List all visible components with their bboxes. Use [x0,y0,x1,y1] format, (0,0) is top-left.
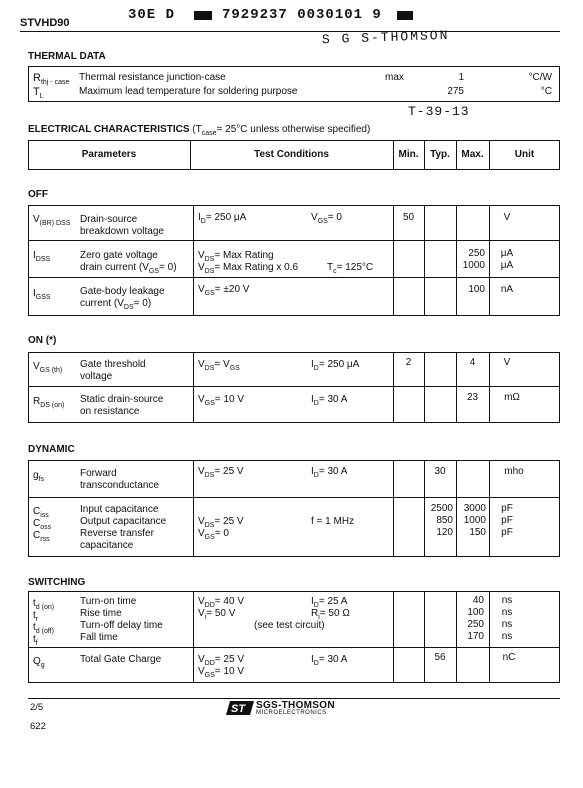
section-off: OFF [28,189,48,200]
electrical-title: ELECTRICAL CHARACTERISTICS ($T_{case}= 25^\circ C$ unless otherwise specified) [28,124,371,137]
header-unit: Unit [514,149,535,160]
on-min-1: 2 [405,357,412,368]
sw-param-tdon: Turn-on time [80,596,137,607]
handwritten-code: T-39-13 [408,104,470,119]
handwritten-brand: S G S-THOMSON [321,27,450,48]
off-param-2a: Zero gate voltage [80,250,158,261]
thermal-qual-1: max [385,72,404,83]
part-number: STVHD90 [20,17,70,29]
dyn-typ-coss: 850 [436,515,453,526]
footer-rule [28,698,560,699]
dyn-max-coss: 1000 [463,515,486,526]
header-parameters: Parameters [81,149,137,160]
sw-cond-1a: $V_{DD}= 40$ V [198,596,244,609]
sw-cond-2b: $V_{GS}= 10$ V [198,666,244,679]
header-rule [20,31,560,32]
sw-param-qg: Total Gate Charge [80,654,162,665]
dyn-max-crss: 150 [469,527,486,538]
dyn-param-crss-b: capacitance [80,540,134,551]
page-number: 622 [30,721,46,732]
page-indicator: 2/5 [30,702,44,713]
off-param-1a: Drain-source [80,214,138,225]
off-unit-2b: μA [500,260,514,271]
sw-sym-tf: $t_f$ [33,634,38,647]
header-min: Min. [398,149,419,160]
sw-param-tdoff: Turn-off delay time [80,620,163,631]
thermal-value-1: 1 [458,72,464,83]
off-sym-2: $I_{DSS}$ [33,250,51,263]
sw-unit-qg: nC [502,652,516,663]
dyn-param-crss-a: Reverse transfer [80,528,154,539]
dyn-cond-2a: $V_{DS}= 25$ V [198,516,244,529]
sw-sym-tdon: $t_{d (on)}$ [33,598,55,611]
sw-unit-tr: ns [501,607,513,618]
sw-val-tdoff: 250 [467,619,484,630]
sw-param-tr: Rise time [80,608,122,619]
off-unit-1: V [503,212,511,223]
sw-unit-tdon: ns [501,595,513,606]
dyn-param-1b: transconductance [80,480,159,491]
off-cond-3: $V_{GS}= \pm 20$ V [198,284,250,297]
barcode-block [194,11,212,20]
barcode-block-2 [397,11,413,20]
off-param-3a: Gate-body leakage [80,286,165,297]
sw-unit-tdoff: ns [501,619,513,630]
st-logo-icon [226,700,254,721]
on-param-1b: voltage [80,371,113,382]
dyn-sym-ciss: $C_{iss}$ [33,506,49,519]
sw-val-tdon: 40 [472,595,484,606]
header-test-conditions: Test Conditions [254,149,329,160]
sw-val-tf: 170 [467,631,484,642]
svg-text:ST: ST [231,703,246,715]
brand-name: SGS-THOMSON [256,700,335,711]
dyn-typ-ciss: 2500 [430,503,453,514]
dyn-cond-2b: $V_{GS}= 0$ [198,528,229,541]
thermal-unit-1: °C/W [528,72,552,83]
on-cond-1b: $I_D= 250$ μA [311,359,360,372]
sw-val-tr: 100 [467,607,484,618]
off-unit-2a: μA [500,248,514,259]
dyn-sym-coss: $C_{oss}$ [33,518,52,531]
off-max-2b: 1000 [462,260,485,271]
sw-cond-note: (see test circuit) [254,620,325,631]
off-max-2a: 250 [468,248,485,259]
dyn-sym-1: $g_{fs}$ [33,470,45,483]
off-max-3: 100 [468,284,485,295]
thermal-desc-1: Thermal resistance junction-case [79,72,226,83]
off-unit-3: nA [500,284,514,295]
thermal-value-2: 275 [447,86,464,97]
on-param-2a: Static drain-source [80,394,164,405]
thermal-title: THERMAL DATA [28,51,106,62]
sw-cond-2c: $I_D= 30$ A [311,654,348,667]
off-cond-2a: $V_{DS}=$ Max Rating [198,250,274,263]
dyn-unit-ciss: pF [501,503,513,514]
dyn-typ-1: 30 [434,466,446,477]
sw-cond-2a: $V_{DD}= 25$ V [198,654,244,667]
thermal-sym-1: $R_{thj - case}$ [33,72,70,87]
sw-sym-tdoff: $t_{d (off)}$ [33,622,54,635]
off-cond-1a: $I_D= 250$ μA [198,212,247,225]
header-max: Max. [461,149,484,160]
off-param-2b: drain current $(V_{GS}= 0)$ [80,262,177,275]
sw-cond-1b: $V_i= 50$ V [198,608,236,621]
off-cond-2c: $T_c= 125^\circ C$ [327,262,374,275]
sw-param-tf: Fall time [80,632,118,643]
sw-cond-1d: $R_i= 50$ Ω [311,608,350,621]
on-cond-2b: $I_D= 30$ A [311,394,348,407]
brand-sub: MICROELECTRONICS [256,710,327,716]
handwritten-underline [378,101,458,102]
sw-sym-tr: $t_r$ [33,610,39,623]
sw-typ-qg: 56 [434,652,446,663]
dyn-param-1a: Forward [80,468,117,479]
header-typ: Typ. [430,149,450,160]
dyn-sym-crss: $C_{rss}$ [33,530,50,543]
on-cond-2a: $V_{GS}= 10$ V [198,394,244,407]
on-max-1: 4 [469,357,476,368]
off-sym-3: $I_{GSS}$ [33,288,51,301]
dyn-cond-1b: $I_D= 30$ A [311,466,348,479]
dyn-max-ciss: 3000 [463,503,486,514]
sw-cond-1c: $I_D= 25$ A [311,596,348,609]
section-on: ON (*) [28,335,57,346]
dyn-cond-1a: $V_{DS}= 25$ V [198,466,244,479]
dyn-typ-crss: 120 [436,527,453,538]
barcode-text: 30E D [128,7,176,23]
dyn-unit-coss: pF [501,515,513,526]
on-sym-1: $V_{GS (th)}$ [33,361,63,374]
off-cond-2b: $V_{DS}=$ Max Rating x 0.6 [198,262,299,275]
off-cond-1b: $V_{GS}= 0$ [311,212,342,225]
dyn-unit-crss: pF [501,527,513,538]
thermal-unit-2: °C [540,86,552,97]
off-sym-1: $V_{(BR) DSS}$ [33,214,71,227]
dyn-param-coss: Output capacitance [80,516,167,527]
on-param-1a: Gate threshold [80,359,146,370]
dyn-cond-2c: f = 1 MHz [311,516,355,527]
thermal-desc-2: Maximum lead temperature for soldering purpose [79,86,298,97]
section-switching: SWITCHING [28,577,86,588]
off-param-1b: breakdown voltage [80,226,164,237]
on-cond-1a: $V_{DS}= V_{GS}$ [198,359,240,372]
barcode-number: 7929237 0030101 9 [222,7,382,23]
on-max-2: 23 [466,392,479,403]
off-param-3b: current $(V_{DS}= 0)$ [80,298,152,311]
dyn-unit-1: mho [504,466,524,477]
on-unit-2: mΩ [504,392,520,403]
sw-sym-qg: $Q_g$ [33,656,45,669]
thermal-sym-2: $T_L$ [33,86,44,101]
on-param-2b: on resistance [80,406,140,417]
on-sym-2: $R_{DS (on)}$ [33,396,65,409]
on-unit-1: V [503,357,511,368]
off-min-1: 50 [402,212,415,223]
dyn-param-ciss: Input capacitance [80,504,159,515]
sw-unit-tf: ns [501,631,513,642]
section-dynamic: DYNAMIC [28,444,75,455]
